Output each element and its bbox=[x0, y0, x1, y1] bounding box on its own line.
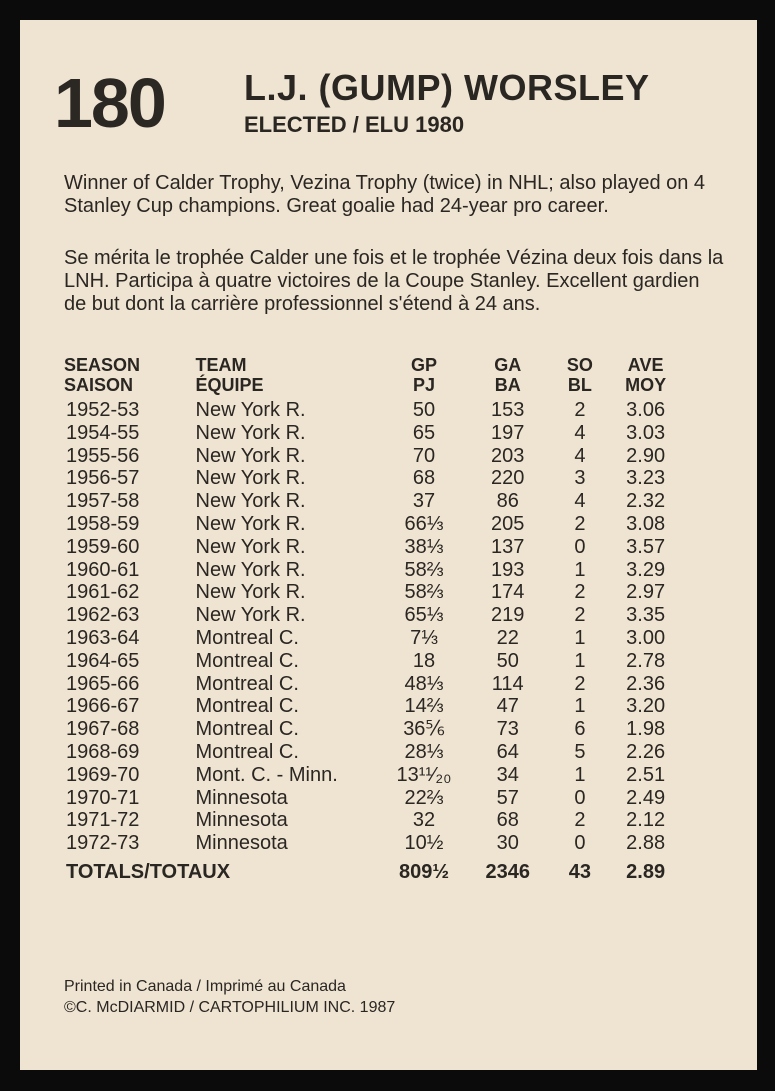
stats-row bbox=[64, 764, 684, 787]
cell-gp: 13¹¹⁄₂₀ bbox=[396, 763, 452, 786]
cell-ga: 22 bbox=[496, 626, 519, 649]
cell-gp: 7⅓ bbox=[410, 626, 438, 649]
printed-in-canada: Printed in Canada / Imprimé au Canada bbox=[64, 978, 346, 995]
cell-gp: 66⅓ bbox=[404, 512, 444, 535]
cell-ga: 193 bbox=[491, 558, 525, 581]
bio-english: Winner of Calder Trophy, Vezina Trophy (twice) in NHL; also played on 4 Stanley Cup champions. Great goalie had 24-year pro career. bbox=[64, 172, 706, 217]
stats-row bbox=[64, 581, 684, 604]
totals-label: TOTALS/TOTAUX bbox=[66, 860, 231, 883]
stats-row bbox=[64, 650, 684, 673]
hockey-card-back bbox=[20, 20, 757, 1070]
cell-gp: 28⅓ bbox=[404, 740, 444, 763]
header-bl: BL bbox=[567, 374, 592, 395]
header-pj: PJ bbox=[412, 374, 436, 395]
cell-so: 2 bbox=[574, 672, 586, 695]
cell-ga: 219 bbox=[491, 604, 525, 627]
stats-row bbox=[64, 787, 684, 810]
cell-season: 1972-73 bbox=[66, 832, 140, 855]
cell-ave: 2.88 bbox=[626, 832, 666, 855]
card-footer bbox=[64, 976, 395, 1018]
cell-ave: 3.29 bbox=[626, 558, 666, 581]
card-number: 180 bbox=[54, 64, 165, 142]
cell-ga: 153 bbox=[491, 399, 525, 421]
cell-season: 1956-57 bbox=[66, 467, 140, 490]
header-gp: GP bbox=[411, 355, 438, 375]
cell-ave: 1.98 bbox=[626, 718, 666, 741]
cell-team: New York R. bbox=[195, 399, 306, 421]
cell-ga: 47 bbox=[496, 695, 519, 718]
cell-gp: 48⅓ bbox=[404, 672, 444, 695]
cell-team: Minnesota bbox=[195, 786, 288, 809]
header-so: SO bbox=[566, 355, 593, 375]
cell-so: 5 bbox=[574, 740, 586, 763]
totals-so: 43 bbox=[568, 860, 592, 883]
cell-ga: 57 bbox=[496, 786, 519, 809]
cell-so: 3 bbox=[574, 467, 586, 490]
cell-team: Montreal C. bbox=[195, 626, 299, 649]
cell-ga: 68 bbox=[496, 809, 519, 832]
header-season: SEASON bbox=[64, 355, 141, 375]
stats-row bbox=[64, 809, 684, 832]
cell-ave: 3.23 bbox=[626, 467, 666, 490]
cell-season: 1959-60 bbox=[66, 535, 140, 558]
cell-so: 0 bbox=[574, 535, 586, 558]
cell-so: 1 bbox=[574, 558, 586, 581]
cell-ga: 30 bbox=[496, 832, 519, 855]
cell-ga: 174 bbox=[491, 581, 525, 604]
cell-gp: 22⅔ bbox=[404, 786, 444, 809]
cell-season: 1960-61 bbox=[66, 558, 140, 581]
cell-team: Montreal C. bbox=[195, 718, 299, 741]
cell-season: 1955-56 bbox=[66, 444, 140, 467]
cell-ga: 220 bbox=[491, 467, 525, 490]
totals-row bbox=[64, 855, 684, 884]
cell-so: 2 bbox=[574, 604, 586, 627]
header-team: TEAM bbox=[195, 355, 247, 375]
cell-ave: 2.51 bbox=[626, 763, 666, 786]
cell-season: 1965-66 bbox=[66, 672, 140, 695]
header-ba: BA bbox=[494, 374, 521, 395]
cell-so: 2 bbox=[574, 581, 586, 604]
cell-so: 2 bbox=[574, 809, 586, 832]
cell-so: 4 bbox=[574, 490, 586, 513]
cell-season: 1957-58 bbox=[66, 490, 140, 513]
cell-season: 1958-59 bbox=[66, 512, 140, 535]
cell-so: 1 bbox=[574, 626, 586, 649]
cell-ave: 3.06 bbox=[626, 399, 666, 421]
cell-gp: 37 bbox=[412, 490, 436, 513]
stats-row bbox=[64, 718, 684, 741]
cell-ga: 64 bbox=[496, 740, 519, 763]
cell-so: 1 bbox=[574, 649, 586, 672]
cell-gp: 58⅔ bbox=[404, 558, 444, 581]
cell-season: 1961-62 bbox=[66, 581, 140, 604]
header-row-english bbox=[64, 356, 684, 376]
cell-gp: 32 bbox=[412, 809, 436, 832]
cell-team: New York R. bbox=[195, 444, 306, 467]
header-moy: MOY bbox=[625, 374, 667, 395]
cell-team: New York R. bbox=[195, 558, 306, 581]
cell-ave: 3.57 bbox=[626, 535, 666, 558]
stats-row bbox=[64, 513, 684, 536]
cell-gp: 36⅚ bbox=[403, 718, 445, 741]
cell-ga: 50 bbox=[496, 649, 519, 672]
bio-french: Se mérita le trophée Calder une fois et le trophée Vézina deux fois dans la LNH. Participa à quatre victoires de la Coupe Stanley. Excellent gardien de but dont la carrière professionnel s'étend à 24 ans. bbox=[64, 247, 724, 315]
career-stats-table bbox=[64, 356, 684, 884]
cell-ave: 2.90 bbox=[626, 444, 666, 467]
cell-gp: 10½ bbox=[404, 832, 444, 855]
cell-season: 1971-72 bbox=[66, 809, 140, 832]
cell-team: Montreal C. bbox=[195, 649, 299, 672]
cell-season: 1964-65 bbox=[66, 649, 140, 672]
stats-row bbox=[64, 490, 684, 513]
cell-ga: 197 bbox=[491, 421, 525, 444]
cell-ave: 2.26 bbox=[626, 740, 666, 763]
elected-year: ELECTED / ELU 1980 bbox=[244, 112, 465, 137]
cell-season: 1969-70 bbox=[66, 763, 140, 786]
cell-team: New York R. bbox=[195, 512, 306, 535]
cell-team: New York R. bbox=[195, 581, 306, 604]
cell-so: 1 bbox=[574, 695, 586, 718]
player-name: L.J. (GUMP) WORSLEY bbox=[244, 67, 650, 108]
cell-ga: 114 bbox=[491, 672, 524, 695]
cell-team: New York R. bbox=[195, 421, 306, 444]
cell-team: Montreal C. bbox=[195, 672, 299, 695]
header-ga: GA bbox=[494, 355, 522, 375]
cell-gp: 14⅔ bbox=[404, 695, 444, 718]
cell-ave: 2.32 bbox=[626, 490, 666, 513]
cell-gp: 50 bbox=[412, 399, 436, 421]
cell-ave: 2.49 bbox=[626, 786, 666, 809]
stats-row bbox=[64, 627, 684, 650]
cell-team: Mont. C. - Minn. bbox=[195, 763, 338, 786]
cell-ave: 3.35 bbox=[626, 604, 666, 627]
stats-row bbox=[64, 741, 684, 764]
totals-ga: 2346 bbox=[485, 860, 530, 883]
cell-so: 0 bbox=[574, 832, 586, 855]
cell-gp: 68 bbox=[412, 467, 436, 490]
cell-ga: 137 bbox=[491, 535, 525, 558]
stats-row bbox=[64, 536, 684, 559]
cell-ave: 3.00 bbox=[626, 626, 666, 649]
header-equipe: ÉQUIPE bbox=[195, 374, 264, 395]
cell-season: 1962-63 bbox=[66, 604, 140, 627]
stats-row bbox=[64, 559, 684, 582]
cell-ave: 3.08 bbox=[626, 512, 666, 535]
cell-team: Montreal C. bbox=[195, 740, 299, 763]
stats-row bbox=[64, 673, 684, 696]
cell-so: 4 bbox=[574, 421, 586, 444]
cell-gp: 65⅓ bbox=[404, 604, 444, 627]
totals-ave: 2.89 bbox=[626, 860, 666, 883]
stats-row bbox=[64, 695, 684, 718]
totals-gp: 809½ bbox=[398, 860, 450, 883]
cell-so: 2 bbox=[574, 512, 586, 535]
stats-row bbox=[64, 832, 684, 855]
cell-team: New York R. bbox=[195, 604, 306, 627]
header-saison: SAISON bbox=[64, 374, 134, 395]
header-ave: AVE bbox=[627, 355, 664, 375]
cell-gp: 38⅓ bbox=[404, 535, 444, 558]
cell-season: 1967-68 bbox=[66, 718, 140, 741]
cell-season: 1968-69 bbox=[66, 740, 140, 763]
cell-ave: 2.12 bbox=[626, 809, 666, 832]
cell-season: 1952-53 bbox=[66, 399, 140, 421]
cell-ave: 2.36 bbox=[626, 672, 666, 695]
header-row-french bbox=[64, 376, 684, 400]
cell-season: 1966-67 bbox=[66, 695, 140, 718]
cell-team: New York R. bbox=[195, 535, 306, 558]
cell-ga: 205 bbox=[491, 512, 525, 535]
cell-season: 1970-71 bbox=[66, 786, 140, 809]
stats-row bbox=[64, 604, 684, 627]
cell-gp: 58⅔ bbox=[404, 581, 444, 604]
cell-season: 1954-55 bbox=[66, 421, 140, 444]
stats-row bbox=[64, 399, 684, 422]
cell-so: 2 bbox=[574, 399, 586, 421]
cell-gp: 18 bbox=[412, 649, 436, 672]
cell-ga: 73 bbox=[496, 718, 519, 741]
stats-row bbox=[64, 445, 684, 468]
cell-team: New York R. bbox=[195, 490, 306, 513]
cell-gp: 70 bbox=[412, 444, 436, 467]
copyright: ©C. McDIARMID / CARTOPHILIUM INC. 1987 bbox=[64, 999, 396, 1016]
cell-team: Minnesota bbox=[195, 832, 288, 855]
cell-gp: 65 bbox=[412, 421, 436, 444]
stats-body bbox=[64, 399, 684, 855]
cell-so: 0 bbox=[574, 786, 586, 809]
cell-season: 1963-64 bbox=[66, 626, 140, 649]
cell-ave: 2.78 bbox=[626, 649, 666, 672]
stats-row bbox=[64, 467, 684, 490]
cell-so: 1 bbox=[574, 763, 586, 786]
stats-row bbox=[64, 422, 684, 445]
cell-ave: 3.03 bbox=[626, 421, 666, 444]
cell-team: Minnesota bbox=[195, 809, 288, 832]
cell-team: New York R. bbox=[195, 467, 306, 490]
cell-team: Montreal C. bbox=[195, 695, 299, 718]
cell-ga: 34 bbox=[496, 763, 519, 786]
cell-ave: 2.97 bbox=[626, 581, 666, 604]
cell-so: 6 bbox=[574, 718, 586, 741]
cell-so: 4 bbox=[574, 444, 586, 467]
cell-ga: 203 bbox=[491, 444, 525, 467]
cell-ave: 3.20 bbox=[626, 695, 666, 718]
cell-ga: 86 bbox=[496, 490, 519, 513]
